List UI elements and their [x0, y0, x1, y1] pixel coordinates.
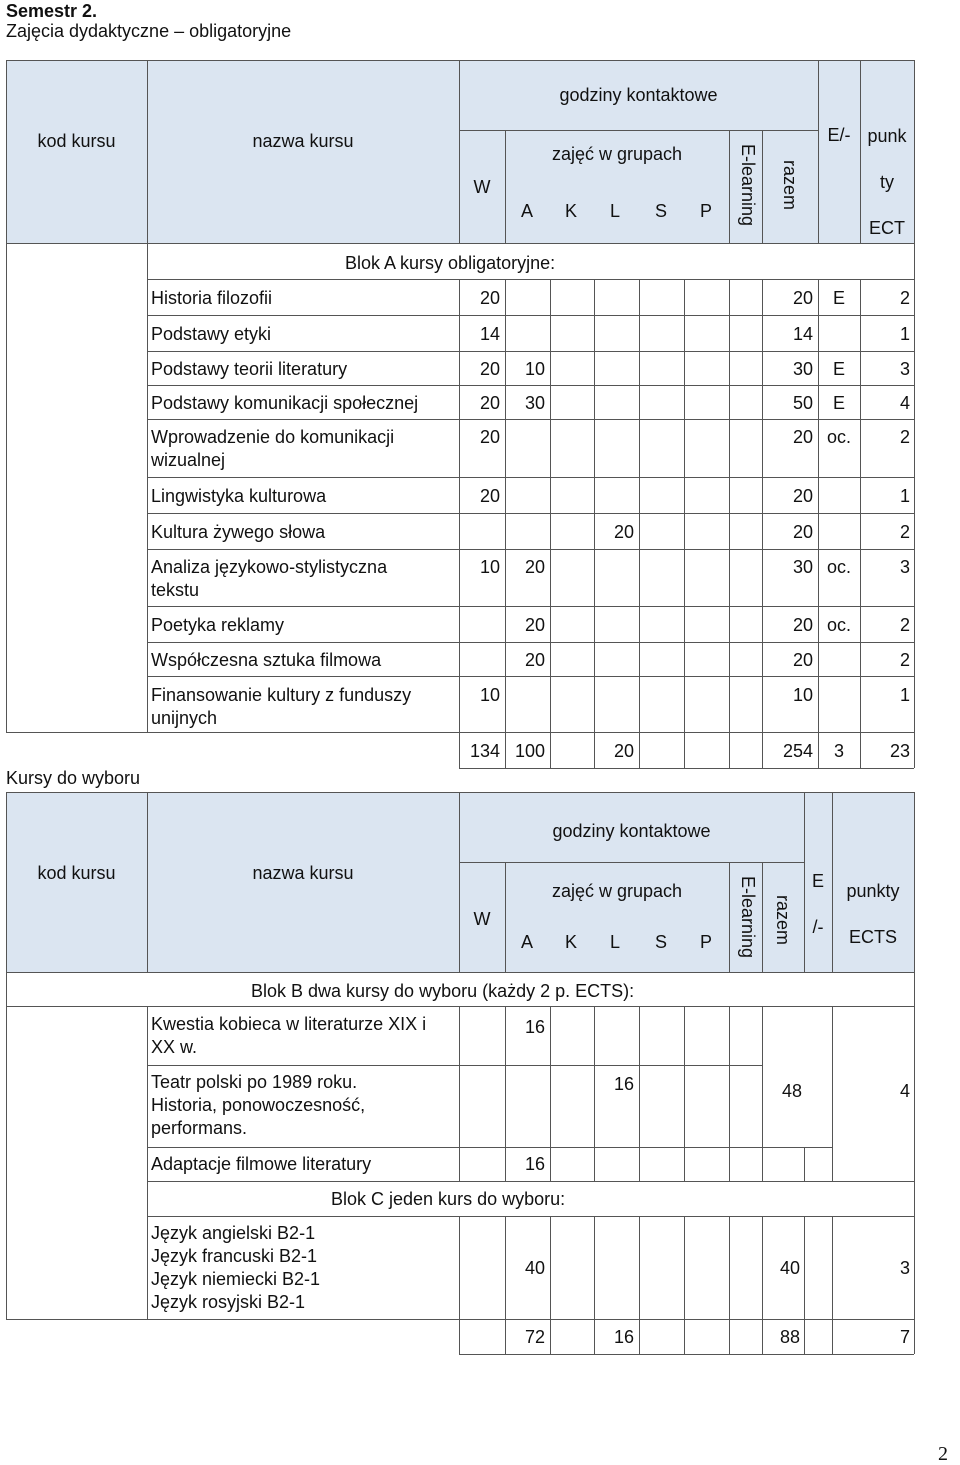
header2-zajec-w-grupach: zajęć w grupach: [551, 881, 683, 901]
total-a-razem: 254: [782, 741, 813, 761]
blok-b-razem: 48: [781, 1081, 802, 1101]
course-ects: 2: [899, 615, 910, 635]
header2-elearning: E-learning: [738, 876, 758, 959]
header2-S: S: [655, 932, 668, 952]
course-ects: 3: [899, 557, 910, 577]
course-hours-L: 20: [613, 522, 634, 542]
course-ects: 4: [899, 393, 910, 413]
course-ects: 1: [899, 324, 910, 344]
course-ects: 2: [899, 427, 910, 447]
course-razem: 10: [792, 685, 813, 705]
course-razem: 20: [792, 650, 813, 670]
header-ects: punk ty ECT: [867, 126, 907, 238]
header-P: P: [700, 201, 713, 221]
header-S: S: [655, 201, 668, 221]
course-hours-A: 20: [524, 557, 545, 577]
header-A: A: [521, 201, 534, 221]
blok-a-title: Blok A kursy obligatoryjne:: [345, 253, 556, 273]
course-name: Podstawy teorii literatury: [151, 359, 348, 379]
header-elearning: E-learning: [738, 144, 758, 227]
course-exam: E: [832, 359, 845, 379]
blok-b-title: Blok B dwa kursy do wyboru (każdy 2 p. ECTS):: [251, 981, 635, 1001]
header2-W: W: [473, 909, 491, 929]
total-a-ects: 23: [889, 741, 910, 761]
header-zajec-w-grupach: zajęć w grupach: [551, 144, 683, 164]
blok-c-languages: Język angielski B2-1 Język francuski B2-1 Język niemiecki B2-1 Język rosyjski B2-1: [151, 1223, 321, 1312]
header2-P: P: [700, 932, 713, 952]
course-exam: oc.: [826, 557, 851, 577]
course-hours-W: 20: [479, 427, 500, 447]
course-hours-W: 10: [479, 685, 500, 705]
total-a-W: 134: [469, 741, 500, 761]
header2-K: K: [565, 932, 578, 952]
header-razem: razem: [780, 160, 800, 211]
course-hours-W: 20: [479, 359, 500, 379]
header-nazwa-kursu: nazwa kursu: [252, 131, 354, 151]
total-a-A: 100: [514, 741, 545, 761]
course-razem: 20: [792, 486, 813, 506]
total-b-A: 72: [524, 1327, 545, 1347]
course-razem: 14: [792, 324, 813, 344]
blok-b-ects: 4: [899, 1081, 910, 1101]
header-godziny-kontaktowe: godziny kontaktowe: [559, 85, 718, 105]
course-hours-W: 20: [479, 288, 500, 308]
header-W: W: [473, 177, 491, 197]
course-ects: 1: [899, 685, 910, 705]
course-name: Podstawy etyki: [151, 324, 272, 344]
blok-c-title: Blok C jeden kurs do wyboru:: [331, 1189, 566, 1209]
kursy-do-wyboru-label: Kursy do wyboru: [6, 768, 141, 788]
course-razem: 20: [792, 615, 813, 635]
course-hours-W: 20: [479, 486, 500, 506]
course-name: Kultura żywego słowa: [151, 522, 326, 542]
blok-b-course-1: Kwestia kobieca w literaturze XIX i XX w.: [151, 1014, 427, 1057]
blok-c-razem: 40: [779, 1258, 800, 1278]
course-exam: oc.: [826, 427, 851, 447]
course-ects: 2: [899, 650, 910, 670]
header2-ects: punkty ECTS: [846, 881, 900, 947]
course-hours-W: 14: [479, 324, 500, 344]
course-name: Lingwistyka kulturowa: [151, 486, 327, 506]
header-exam: E/-: [827, 125, 851, 145]
course-hours-A: 20: [524, 650, 545, 670]
course-razem: 20: [792, 288, 813, 308]
course-hours-A: 30: [524, 393, 545, 413]
course-razem: 50: [792, 393, 813, 413]
header2-L: L: [610, 932, 621, 952]
header2-A: A: [521, 932, 534, 952]
blok-b-course-2-K: 16: [613, 1074, 634, 1094]
total-a-exam: 3: [833, 741, 844, 761]
course-ects: 1: [899, 486, 910, 506]
header2-razem: razem: [773, 895, 793, 946]
blok-b-course-3: Adaptacje filmowe literatury: [151, 1154, 372, 1174]
header2-exam: E /-: [811, 871, 824, 937]
header-L: L: [610, 201, 621, 221]
course-exam: E: [832, 393, 845, 413]
header2-kod-kursu: kod kursu: [37, 863, 116, 883]
course-ects: 2: [899, 288, 910, 308]
course-hours-W: 10: [479, 557, 500, 577]
blok-b-course-2: Teatr polski po 1989 roku. Historia, ponowoczesność, performans.: [151, 1072, 366, 1138]
course-razem: 30: [792, 359, 813, 379]
course-name: Podstawy komunikacji społecznej: [151, 393, 419, 413]
section-title: Zajęcia dydaktyczne – obligatoryjne: [6, 21, 292, 41]
header-kod-kursu: kod kursu: [37, 131, 116, 151]
course-name: Wprowadzenie do komunikacji wizualnej: [151, 427, 395, 470]
course-name: Historia filozofii: [151, 288, 273, 308]
course-ects: 2: [899, 522, 910, 542]
total-b-ects: 7: [899, 1327, 910, 1347]
course-exam: E: [832, 288, 845, 308]
course-name: Finansowanie kultury z funduszy unijnych: [151, 685, 412, 728]
blok-c-A: 40: [524, 1258, 545, 1278]
course-hours-A: 20: [524, 615, 545, 635]
course-name: Poetyka reklamy: [151, 615, 285, 635]
blok-c-ects: 3: [899, 1258, 910, 1278]
course-exam: oc.: [826, 615, 851, 635]
page-number: 2: [938, 1443, 948, 1465]
course-razem: 20: [792, 427, 813, 447]
course-name: Analiza językowo-stylistyczna tekstu: [151, 557, 388, 600]
total-b-K: 16: [613, 1327, 634, 1347]
header2-godziny-kontaktowe: godziny kontaktowe: [552, 821, 711, 841]
course-hours-W: 20: [479, 393, 500, 413]
semester-title: Semestr 2.: [6, 1, 98, 21]
header-K: K: [565, 201, 578, 221]
total-b-razem: 88: [779, 1327, 800, 1347]
course-ects: 3: [899, 359, 910, 379]
blok-b-course-3-A: 16: [524, 1154, 545, 1174]
total-a-L: 20: [613, 741, 634, 761]
header2-nazwa-kursu: nazwa kursu: [252, 863, 354, 883]
course-razem: 20: [792, 522, 813, 542]
course-hours-A: 10: [524, 359, 545, 379]
course-razem: 30: [792, 557, 813, 577]
course-name: Współczesna sztuka filmowa: [151, 650, 382, 670]
blok-b-course-1-A: 16: [524, 1017, 545, 1037]
